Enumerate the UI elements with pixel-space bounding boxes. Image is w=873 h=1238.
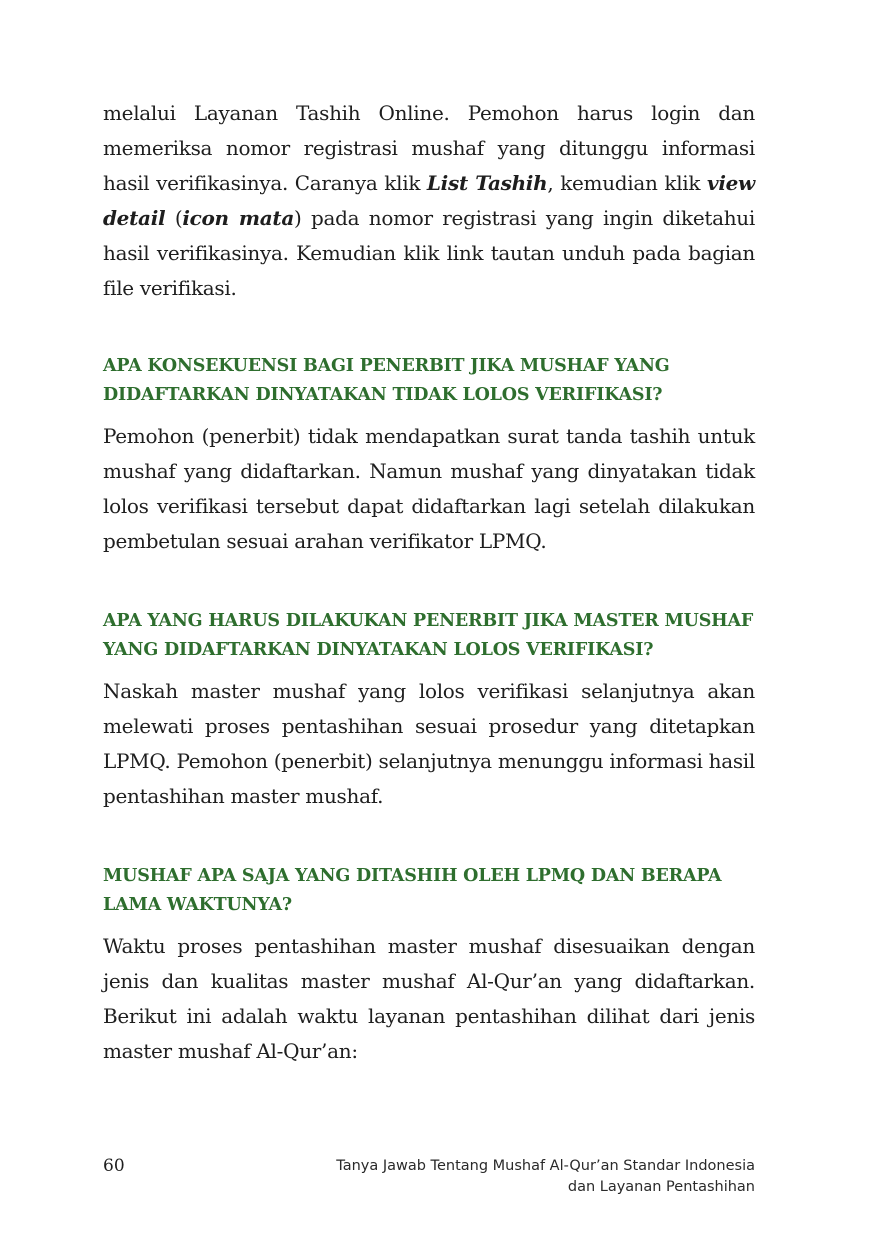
section-body: Waktu proses pentashihan master mushaf disesuaikan dengan jenis dan kualitas master mushaf Al-Qur’an yang didaftarkan. Berikut ini adalah waktu layanan pentashihan dilihat dari jenis master mushaf Al-Qur’an: bbox=[103, 934, 755, 1063]
section-konsekuensi bbox=[103, 352, 755, 559]
term-list-tashih: List Tashih bbox=[426, 171, 548, 195]
intro-text-3: ( bbox=[165, 206, 183, 230]
section-heading: APA YANG HARUS DILAKUKAN PENERBIT JIKA MASTER MUSHAF YANG DIDAFTARKAN DINYATAKAN LOLOS VERIFIKASI? bbox=[103, 611, 754, 660]
section-lolos-verifikasi bbox=[103, 607, 755, 814]
page-number: 60 bbox=[103, 1156, 125, 1176]
running-title bbox=[336, 1156, 755, 1198]
term-view-detail: view detail bbox=[103, 171, 755, 230]
section-body: Pemohon (penerbit) tidak mendapatkan surat tanda tashih untuk mushaf yang didaftarkan. Namun mushaf yang dinyatakan tidak lolos verifikasi tersebut dapat didaftarkan lagi setelah dilakukan pembetulan sesuai arahan verifikator LPMQ. bbox=[103, 424, 755, 553]
term-icon-mata: icon mata bbox=[182, 206, 295, 230]
section-body: Naskah master mushaf yang lolos verifikasi selanjutnya akan melewati proses pentashihan sesuai prosedur yang ditetapkan LPMQ. Pemohon (penerbit) selanjutnya menunggu informasi hasil pentashihan master mushaf. bbox=[103, 679, 755, 808]
running-title-line-1: Tanya Jawab Tentang Mushaf Al-Qur’an Standar Indonesia bbox=[336, 1158, 755, 1174]
section-heading: APA KONSEKUENSI BAGI PENERBIT JIKA MUSHAF YANG DIDAFTARKAN DINYATAKAN TIDAK LOLOS VERIFIKASI? bbox=[103, 356, 670, 405]
intro-paragraph bbox=[103, 96, 755, 306]
running-title-line-2: dan Layanan Pentashihan bbox=[567, 1179, 755, 1195]
section-heading: MUSHAF APA SAJA YANG DITASHIH OLEH LPMQ DAN BERAPA LAMA WAKTUNYA? bbox=[103, 866, 722, 915]
section-jenis-mushaf bbox=[103, 862, 755, 1069]
page-content bbox=[103, 96, 755, 1069]
intro-text-2: , kemudian klik bbox=[547, 171, 708, 195]
page-footer bbox=[103, 1154, 755, 1202]
intro-text-4: ) pada nomor registrasi yang ingin diketahui hasil verifikasinya. Kemudian klik link tautan unduh pada bagian file verifikasi. bbox=[103, 206, 755, 300]
intro-text-1: melalui Layanan Tashih Online. Pemohon harus login dan memeriksa nomor registrasi mushaf yang ditunggu informasi hasil verifikasinya. Caranya klik bbox=[103, 101, 755, 195]
